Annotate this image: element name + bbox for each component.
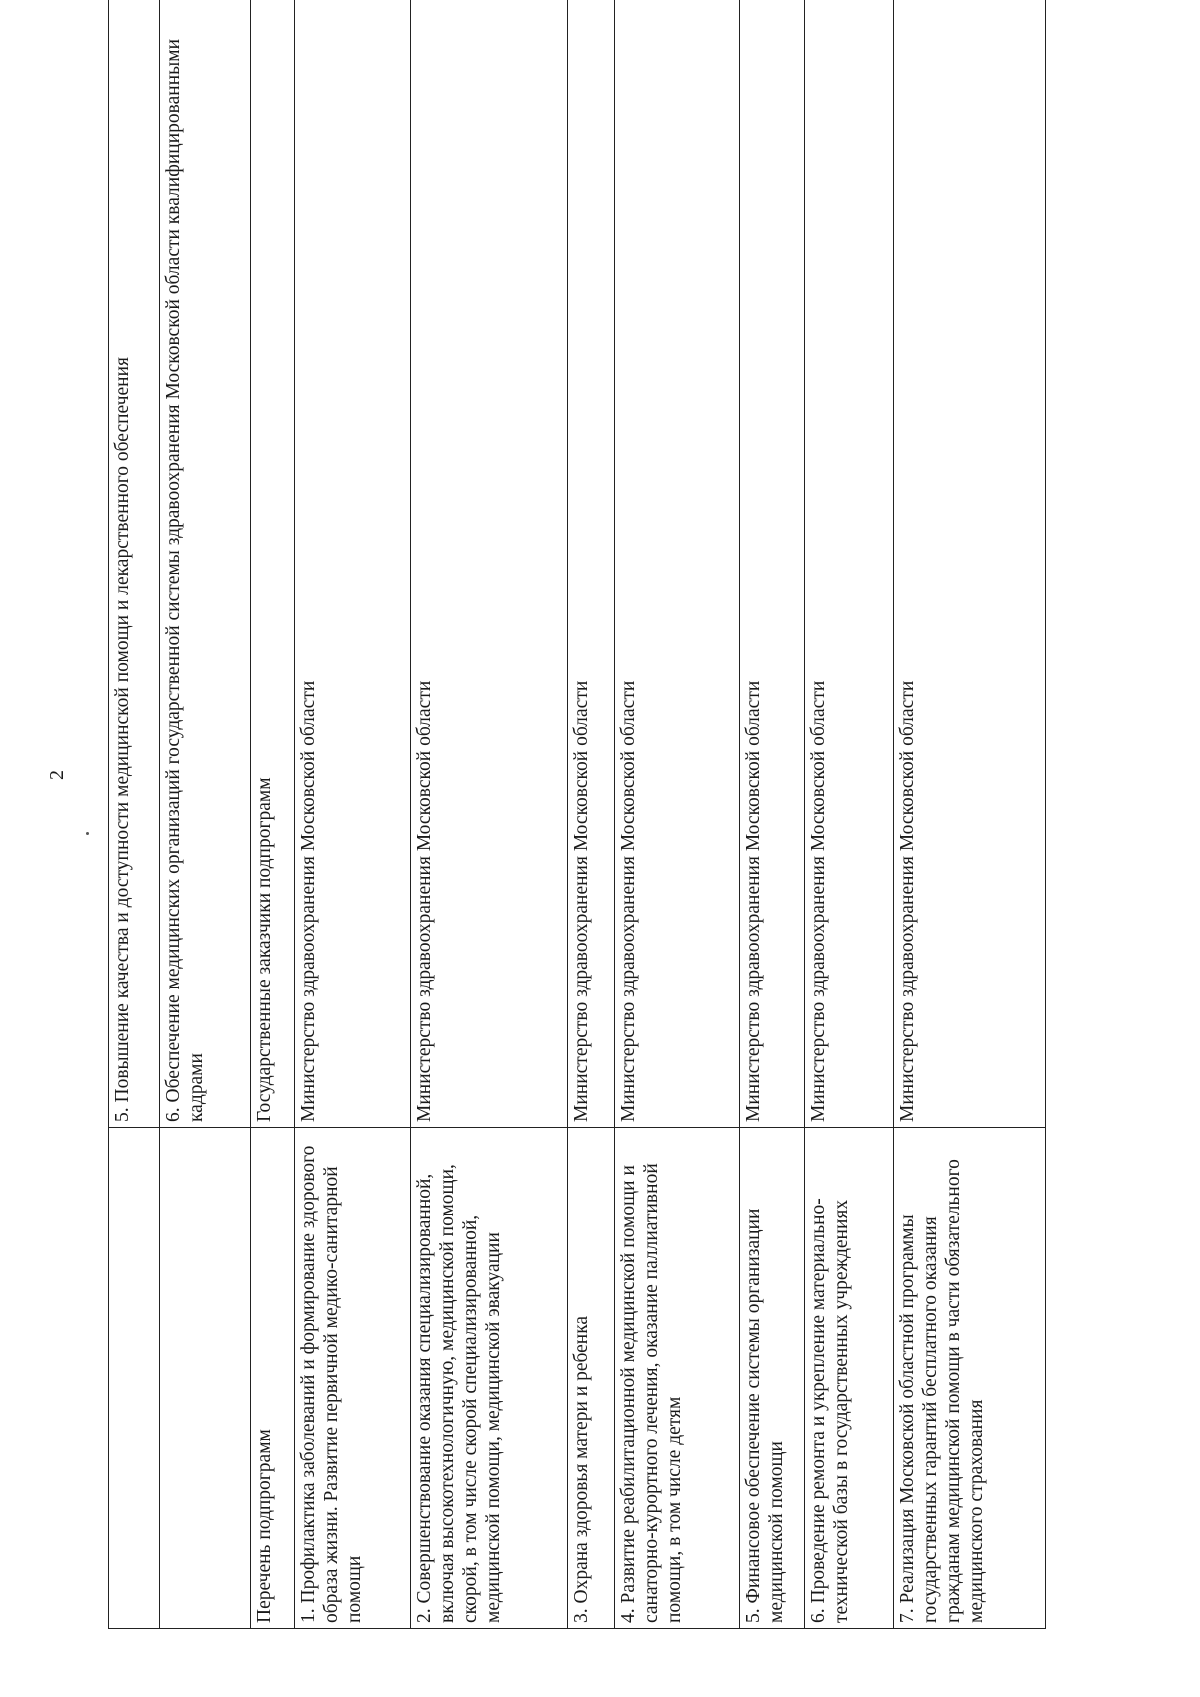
table-row bbox=[159, 0, 250, 1629]
empty-cell bbox=[109, 1128, 160, 1629]
customer-cell: Министерство здравоохранения Московской области bbox=[614, 0, 739, 1128]
header-subprograms: Перечень подпрограмм bbox=[250, 1128, 294, 1629]
table-row bbox=[739, 0, 804, 1629]
customer-cell: Министерство здравоохранения Московской области bbox=[739, 0, 804, 1128]
goal-cell: 6. Обеспечение медицинских организаций государственной системы здравоохранения Московской области квалифицированными кадрами bbox=[159, 0, 250, 1128]
customer-cell: Министерство здравоохранения Московской области bbox=[568, 0, 615, 1128]
subprogram-cell: 7. Реализация Московской областной программы государственных гарантий бесплатного оказания гражданам медицинской помощи в части обязательного медицинского страхования bbox=[893, 1128, 1045, 1629]
table-row bbox=[568, 0, 615, 1629]
subprogram-cell: 2. Совершенствование оказания специализированной, включая высокотехнологичную, медицинской помощи, скорой, в том числе скорой специализированной, медицинской помощи, медицинской эвакуации bbox=[411, 1128, 568, 1629]
table-row bbox=[804, 0, 893, 1629]
page-number: 2 bbox=[46, 770, 68, 780]
scan-speck bbox=[86, 832, 89, 835]
header-customers: Государственные заказчики подпрограмм bbox=[250, 0, 294, 1128]
table-row bbox=[294, 0, 411, 1629]
subprogram-cell: 1. Профилактика заболеваний и формирование здорового образа жизни. Развитие первичной медико-санитарной помощи bbox=[294, 1128, 411, 1629]
customer-cell: Министерство здравоохранения Московской области bbox=[893, 0, 1045, 1128]
subprogram-cell: 6. Проведение ремонта и укрепление материально-технической базы в государственных учреждениях bbox=[804, 1128, 893, 1629]
table-row bbox=[614, 0, 739, 1629]
customer-cell: Министерство здравоохранения Московской области bbox=[294, 0, 411, 1128]
customer-cell: Министерство здравоохранения Московской области bbox=[804, 0, 893, 1128]
table-row bbox=[893, 0, 1045, 1629]
programs-table bbox=[108, 0, 1046, 1629]
subprogram-cell: 3. Охрана здоровья матери и ребенка bbox=[568, 1128, 615, 1629]
table-header-row bbox=[250, 0, 294, 1629]
subprogram-cell: 4. Развитие реабилитационной медицинской помощи и санаторно-курортного лечения, оказание паллиативной помощи, в том числе детям bbox=[614, 1128, 739, 1629]
subprogram-cell: 5. Финансовое обеспечение системы организации медицинской помощи bbox=[739, 1128, 804, 1629]
table-row bbox=[109, 0, 160, 1629]
table-row bbox=[411, 0, 568, 1629]
goal-cell: 5. Повышение качества и доступности медицинской помощи и лекарственного обеспечения bbox=[109, 0, 160, 1128]
empty-cell bbox=[159, 1128, 250, 1629]
customer-cell: Министерство здравоохранения Московской области bbox=[411, 0, 568, 1128]
rotated-page bbox=[108, 19, 1046, 1629]
